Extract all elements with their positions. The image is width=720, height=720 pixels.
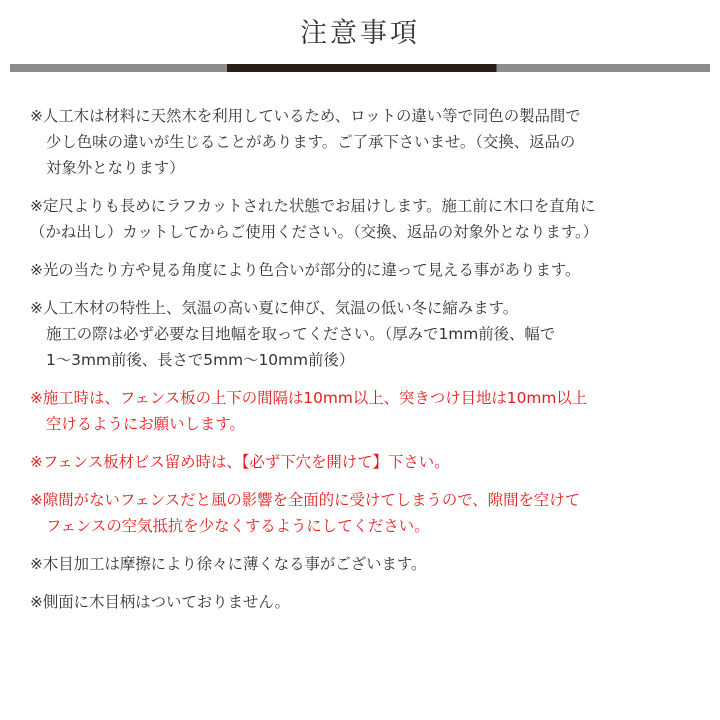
note-line: ※フェンス板材ビス留め時は、【必ず下穴を開けて】下さい。 (30, 453, 450, 471)
note-line: ※木目加工は摩擦により徐々に薄くなる事がございます。 (30, 555, 427, 573)
note-line: （かね出し）カットしてからご使用ください。（交換、返品の対象外となります。） (30, 223, 599, 241)
note-line: 空けるようにお願いします。 (46, 415, 245, 433)
header-divider-bar (10, 64, 710, 72)
note-line: ※人工木材の特性上、気温の高い夏に伸び、気温の低い冬に縮みます。 (30, 299, 519, 317)
note-item (30, 551, 700, 577)
note-line: ※隙間がないフェンスだと風の影響を全面的に受けてしまうので、隙間を空けて (30, 491, 581, 509)
note-line: 1～3mm前後、長さで5mm～10mm前後） (46, 351, 355, 369)
warning-note-item (30, 449, 700, 475)
note-line: ※光の当たり方や見る角度により色合いが部分的に違って見える事があります。 (30, 261, 581, 279)
page-title: 注意事項 (300, 18, 420, 49)
warning-note-item (30, 487, 700, 539)
note-item (30, 295, 700, 373)
note-item (30, 257, 700, 283)
note-line: ※施工時は、フェンス板の上下の間隔は10mm以上、突きつけ目地は10mm以上 (30, 389, 588, 407)
warning-note-item (30, 385, 700, 437)
note-line: 施工の際は必ず必要な目地幅を取ってください。（厚みで1mm前後、幅で (46, 325, 556, 343)
note-item (30, 193, 700, 245)
note-line: 対象外となります） (46, 159, 185, 177)
notes-list (30, 103, 700, 627)
note-line: ※人工木は材料に天然木を利用しているため、ロットの違い等で同色の製品間で (30, 107, 581, 125)
note-item (30, 589, 700, 615)
note-line: 少し色味の違いが生じることがあります。ご了承下さいませ。（交換、返品の (46, 133, 576, 151)
note-line: フェンスの空気抵抗を少なくするようにしてください。 (46, 517, 430, 535)
note-line: ※側面に木目柄はついておりません。 (30, 593, 291, 611)
note-line: ※定尺よりも長めにラフカットされた状態でお届けします。施工前に木口を直角に (30, 197, 596, 215)
note-item (30, 103, 700, 181)
